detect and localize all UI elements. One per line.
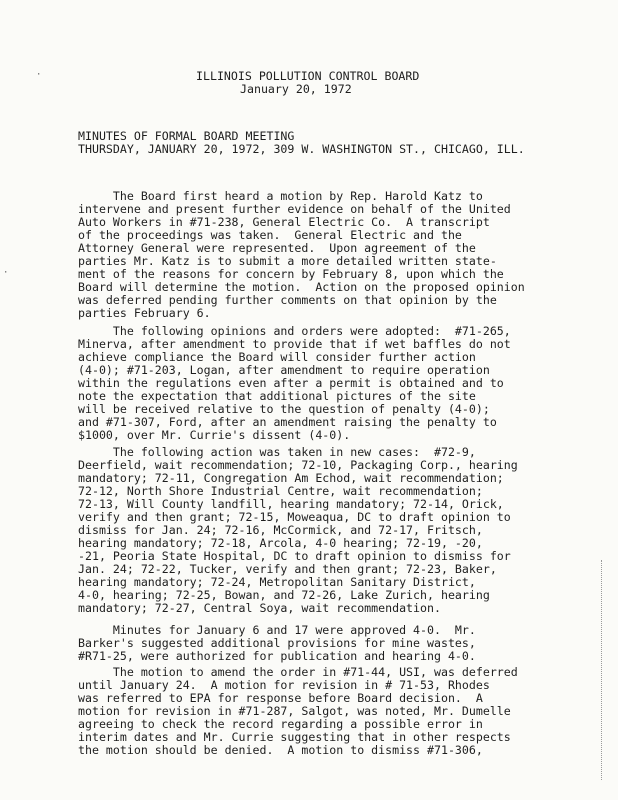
text-line: note the expectation that additional pictures of the site bbox=[78, 389, 476, 403]
text-line: within the regulations even after a permit is obtained and to bbox=[78, 376, 504, 390]
text-line: mandatory; 72-27, Central Soya, wait recommendation. bbox=[78, 601, 441, 615]
text-line: -21, Peoria State Hospital, DC to draft opinion to dismiss for bbox=[78, 549, 511, 563]
header-date: January 20, 1972 bbox=[240, 82, 352, 96]
text-line: Attorney General were represented. Upon agreement of the bbox=[78, 241, 476, 255]
text-line: The Board first heard a motion by Rep. Harold Katz to bbox=[78, 189, 483, 203]
text-line: hearing mandatory; 72-24, Metropolitan Sanitary District, bbox=[78, 575, 476, 589]
text-line: Minerva, after amendment to provide that if wet baffles do not bbox=[78, 337, 511, 351]
scan-speck: · bbox=[3, 268, 9, 278]
scan-speck: · bbox=[36, 70, 42, 80]
text-line: hearing mandatory; 72-18, Arcola, 4-0 hearing; 72-19, -20, bbox=[78, 536, 483, 550]
text-line: will be received relative to the question of penalty (4-0); bbox=[78, 402, 490, 416]
text-line: The following opinions and orders were adopted: #71-265, bbox=[78, 324, 511, 338]
text-line: Minutes for January 6 and 17 were approved 4-0. Mr. bbox=[78, 623, 476, 637]
text-line: #R71-25, were authorized for publication and hearing 4-0. bbox=[78, 649, 476, 663]
text-line: 72-13, Will County landfill, hearing mandatory; 72-14, Orick, bbox=[78, 497, 504, 511]
text-line: intervene and present further evidence on behalf of the United bbox=[78, 202, 511, 216]
text-line: 4-0, hearing; 72-25, Bowan, and 72-26, Lake Zurich, hearing bbox=[78, 588, 490, 602]
text-line: the motion should be denied. A motion to dismiss #71-306, bbox=[78, 743, 483, 757]
text-line: Deerfield, wait recommendation; 72-10, Packaging Corp., hearing bbox=[78, 458, 518, 472]
scan-edge-artifact bbox=[601, 560, 604, 780]
text-line: Board will determine the motion. Action on the proposed opinion bbox=[78, 280, 525, 294]
text-line: mandatory; 72-11, Congregation Am Echod, wait recommendation; bbox=[78, 471, 504, 485]
text-line: dismiss for Jan. 24; 72-16, McCormick, and 72-17, Fritsch, bbox=[78, 523, 483, 537]
text-line: Jan. 24; 72-22, Tucker, verify and then grant; 72-23, Baker, bbox=[78, 562, 497, 576]
text-line: (4-0); #71-203, Logan, after amendment to require operation bbox=[78, 363, 490, 377]
text-line: The motion to amend the order in #71-44, USI, was deferred bbox=[78, 665, 518, 679]
text-line: parties Mr. Katz is to submit a more detailed written state- bbox=[78, 254, 497, 268]
meeting-details: THURSDAY, JANUARY 20, 1972, 309 W. WASHINGTON ST., CHICAGO, ILL. bbox=[78, 142, 525, 156]
minutes-title: MINUTES OF FORMAL BOARD MEETING bbox=[78, 129, 295, 143]
text-line: was deferred pending further comments on that opinion by the bbox=[78, 293, 497, 307]
text-line: The following action was taken in new cases: #72-9, bbox=[78, 445, 476, 459]
text-line: parties February 6. bbox=[78, 306, 211, 320]
text-line: ment of the reasons for concern by February 8, upon which the bbox=[78, 267, 504, 281]
text-line: verify and then grant; 72-15, Moweaqua, DC to draft opinion to bbox=[78, 510, 511, 524]
text-line: until January 24. A motion for revision in # 71-53, Rhodes bbox=[78, 678, 490, 692]
text-line: motion for revision in #71-287, Salgot, was noted, Mr. Dumelle bbox=[78, 704, 511, 718]
text-line: 72-12, North Shore Industrial Centre, wait recommendation; bbox=[78, 484, 483, 498]
agency-title: ILLINOIS POLLUTION CONTROL BOARD bbox=[196, 69, 420, 83]
text-line: of the proceedings was taken. General Electric and the bbox=[78, 228, 462, 242]
text-line: Barker's suggested additional provisions for mine wastes, bbox=[78, 636, 476, 650]
text-line: and #71-307, Ford, after an amendment raising the penalty to bbox=[78, 415, 497, 429]
text-line: agreeing to check the record regarding a possible error in bbox=[78, 717, 483, 731]
text-line: interim dates and Mr. Currie suggesting that in other respects bbox=[78, 730, 511, 744]
text-line: $1000, over Mr. Currie's dissent (4-0). bbox=[78, 428, 351, 442]
text-line: Auto Workers in #71-238, General Electric Co. A transcript bbox=[78, 215, 490, 229]
text-line: achieve compliance the Board will consider further action bbox=[78, 350, 476, 364]
text-line: was referred to EPA for response before Board decision. A bbox=[78, 691, 483, 705]
